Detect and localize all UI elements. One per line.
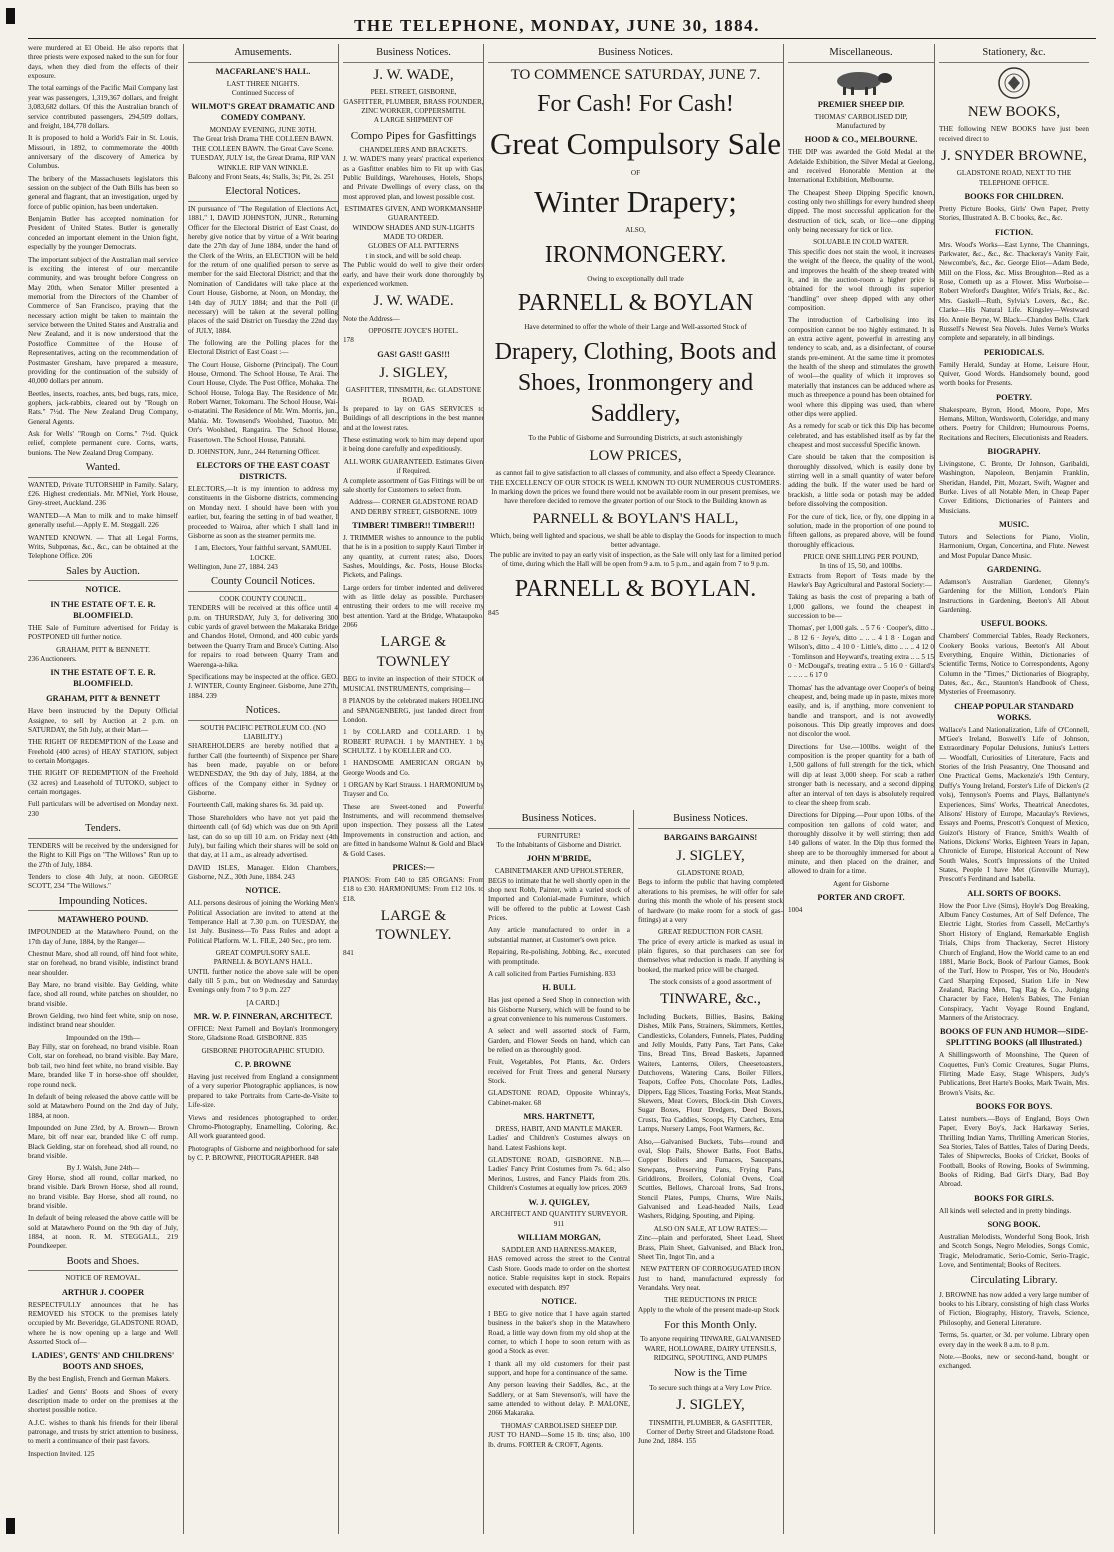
centered-line: NOTICE OF REMOVAL.: [65, 1274, 141, 1283]
paragraph: Ask for Wells' "Rough on Corns." 7½d. Quick relief, complete permanent cure. Corns, warts, bunions. The New Zealand Drug Company.: [28, 430, 178, 457]
centered-line: SOLUABLE IN COLD WATER.: [813, 238, 909, 247]
paragraph: TENDERS will be received at this office until 4 p.m. on THURSDAY, July 3, for delivering 300 cubic yards of gravel between the Makaraka Bridge and Chandos Hotel, Ormond, and 400 cubic yards between the Quarry Tram and Bruce's Cutting. Also for repairs to road between Quarry Tram and Waerenga-a-hika.: [188, 604, 338, 669]
centered-line: Address— CORNER GLADSTONE ROAD AND DERBY STREET, GISBORNE. 1009: [349, 498, 478, 516]
section-heading: Amusements.: [188, 46, 338, 63]
subheading: C. P. BROWNE: [234, 1060, 292, 1070]
paragraph: TENDERS will be received by the undersigned for the Right to Kill Pigs on "The Willows" Run up to the 27th of July, 1884.: [28, 841, 178, 869]
parnell-boylan-advert: [483, 44, 783, 804]
paragraph: were murdered at El Obeid. He also reports that three priests were exposed naked to the sun for four days, when they died from the effects of their exposure.: [28, 44, 178, 81]
paragraph: Taking as basis the cost of preparing a bath of 1,000 gallons, we found the cheapest in succession to be—: [788, 593, 934, 621]
paragraph: By the best English, French and German Makers.: [28, 1375, 170, 1384]
centered-line: WINDOW SHADES AND SUN-LIGHTS MADE TO ORDER.: [352, 223, 475, 242]
display-line: Now is the Time: [673, 1367, 748, 1380]
centered-line: GLADSTONE ROAD,: [677, 869, 744, 878]
display-line: For this Month Only.: [664, 1319, 757, 1332]
section-heading: Stationery, &c.: [939, 46, 1089, 63]
paragraph: The total earnings of the Pacific Mail Company last year was passengers, 1,319,367 dollars, and freight 3,083,682 dollars. Of this the Australian branch of service contributed passengers, 294,509 dollars, and freight, 184,778 dollars.: [28, 84, 178, 130]
paragraph: 845: [488, 608, 499, 617]
centered-line: PEEL STREET, GISBORNE,: [370, 88, 457, 97]
centered-line: Owing to exceptionally dull trade: [587, 274, 684, 283]
paragraph: BEG to invite an inspection of their STOCK of MUSICAL INSTRUMENTS, comprising—: [343, 675, 484, 693]
paragraph: Also,—Galvanised Buckets, Tubs—round and oval, Slop Pails, Shower Baths, Foot Baths, Copper Boilers and Furnaces, Saucepans, Stewpans, Preserving Pans, Frying Pans, Griddirons, Broilers, Colonial Ovens, Coal Scuttles, Bellows, Charcoal Irons, Sad Irons, Stencil Plates, Pumps, Churns, Wire Nails, Galvanised and Lead-headed Nails, Lead Washers, Ridging, Spouting, and Piping.: [638, 1137, 783, 1221]
paragraph: Terms, 5s. quarter, or 3d. per volume. Library open every day in the week 8 a.m. to 8 p.m.: [939, 1331, 1089, 1349]
column-business-wade: [338, 44, 484, 1534]
centered-line: ALSO,: [625, 226, 646, 235]
seal-icon: [997, 66, 1031, 100]
centered-line: GASFITTER, PLUMBER, BRASS FOUNDER, ZINC WORKER, COPPERSMITH.: [343, 97, 484, 115]
paragraph: Balcony and Front Seats, 4s; Stalls, 3s; Pit, 2s. 251: [188, 172, 335, 181]
paragraph: Ladies' and Children's Costumes always on hand. Latest Fashions kept.: [488, 1134, 630, 1152]
paragraph: Note.—Books, new or second-hand, bought or exchanged.: [939, 1352, 1089, 1371]
paragraph: Is prepared to lay on GAS SERVICES to Buildings of all descriptions in the best manner and at the lowest rates.: [343, 404, 484, 432]
centered-line: Impounded on the 19th—: [65, 1033, 141, 1042]
centered-line: A LARGE SHIPMENT OF: [373, 116, 454, 125]
display-line: LARGE & TOWNLEY.: [375, 907, 452, 944]
subheading: W. J. QUIGLEY,: [528, 1197, 590, 1207]
display-line: LOW PRICES,: [589, 447, 682, 464]
paragraph: PIANOS: From £40 to £85 ORGANS: From £18 to £30. HARMONIUMS: From £12 10s. to £18.: [343, 875, 484, 903]
subheading: WILLIAM MORGAN,: [517, 1233, 601, 1243]
centered-line: To the Inhabitants of Gisborne and District.: [496, 841, 622, 849]
paragraph: D. JOHNSTON, Junr., 244 Returning Officer.: [188, 447, 320, 456]
subheading: ALL SORTS OF BOOKS.: [967, 888, 1061, 898]
subheading: JOHN M'BRIDE,: [526, 854, 592, 864]
paragraph: Australian Melodists, Wonderful Song Book, Irish and Scotch Songs, Negro Melodies, Songs Comic, Tragic, Melodramatic, Serio-Comic, Serio-Tragic, Love, and Sentimental; Books of Reciters.: [939, 1233, 1089, 1270]
centered-line: MONDAY EVENING, JUNE 30TH.: [209, 126, 317, 135]
paragraph: Those Shareholders who have not yet paid the thirteenth call (of 6d) which was due on 9th April last, can do so up till 10 a.m. on Friday next (4th July), but failing which their shares will be sold on that day, at 11 a.m., as already advertised.: [188, 813, 338, 860]
section-heading: Impounding Notices.: [28, 895, 178, 912]
paragraph: Shakespeare, Byron, Hood, Moore, Pope, Mrs Hemans, Milton, Wordsworth, Coleridge, and many others. Poetry for Children; Humourous Poems, Recitations and Reciters, Elecutionists and Readers.: [939, 405, 1089, 442]
centered-line: Which, being well lighted and spacious, we shall be able to display the Goods for inspection to much better advantage.: [490, 532, 781, 550]
subheading: SONG BOOK.: [987, 1220, 1041, 1230]
paragraph: 841: [343, 948, 354, 957]
subheading: WILMOT'S GREAT DRAMATIC AND COMEDY COMPANY.: [191, 102, 335, 123]
centered-line: PRICE ONE SHILLING PER POUND,: [803, 552, 919, 561]
subheading: GAS! GAS!! GAS!!!: [377, 349, 450, 359]
paragraph: Bay Filly, star on forehead, no brand visible. Roan Colt, star on forehead, no brand visible. Bay Mare, bob tail, two hind feet white, no brand visible. Bay Mare, branded like T in horse-shoe off shoulder, rope round neck.: [28, 1043, 178, 1089]
paragraph: Pretty Picture Books, Girls' Own Paper, Pretty Stories, Illustrated A. B. C books, &c., &c.: [939, 205, 1089, 223]
display-line: J. W. WADE.: [373, 293, 454, 310]
section-heading: Wanted.: [28, 461, 178, 478]
paragraph: This specific does not stain the wool, it increases the weight of the fleece, the quality of the wool, and improves the health of the sheep treated with it, and in the auction-room a higher price is obtained for the wool through its superior "handling" over sheep dipped with any other composition.: [788, 247, 934, 312]
subheading: BIOGRAPHY.: [987, 446, 1041, 456]
centered-line: THOMAS' CARBOLISED DIP,: [814, 112, 908, 121]
display-line: J. W. WADE,: [373, 66, 454, 83]
centered-line: GLOBES OF ALL PATTERNS: [368, 242, 459, 251]
subheading: USEFUL BOOKS.: [980, 619, 1048, 629]
centered-line: I am, Electors, Your faithful servant, SAMUEL LOCKE.: [194, 544, 332, 562]
subheading: MUSIC.: [998, 520, 1029, 530]
sheep-icon: [825, 66, 897, 96]
subheading: ELECTORS OF THE EAST COAST DISTRICTS.: [196, 461, 330, 482]
paragraph: UNTIL further notice the above sale will be open daily till 5 p.m., but on Wednesday and Saturday Evenings only from 7 to 9 p.m. 227: [188, 967, 338, 995]
paragraph: 1 by COLLARD and COLLARD. 1 by ROBERT RUPACH. 1 by MANTHEY. 1 by SCHULTZ. 1 by KOELLER and CO.: [343, 728, 484, 755]
section-heading: County Council Notices.: [188, 575, 338, 592]
section-heading: Business Notices.: [638, 812, 783, 829]
display-line: NEW BOOKS,: [967, 103, 1061, 120]
display-line: TO COMMENCE SATURDAY, JUNE 7.: [510, 66, 761, 83]
section-heading: Business Notices.: [343, 46, 484, 63]
centered-line: CABINETMAKER AND UPHOLSTERER,: [494, 867, 624, 876]
paragraph: June 2nd, 1884. 155: [638, 1437, 697, 1446]
subheading: FICTION.: [995, 227, 1033, 237]
paragraph: 178: [343, 336, 354, 345]
column-stationery: [934, 44, 1089, 1534]
paragraph: ELECTORS,—It is my intention to address my constituents in the Gisborne districts, commencing on Monday next. I should have been with you earlier, but, fearing the setting in of bad weather, I proceeded to Wairoa, after which I shall land in Gisborne as soon as the steamer permits me.: [188, 485, 338, 540]
paragraph: These are Sweet-toned and Powerful Instruments, and will recommend themselves upon inspection. They possess all the Latest Improvements in construction and action, and are fitted in handsome Walnut & Gold and Black & Gold Cases.: [343, 802, 484, 858]
paragraph: BEGS to intimate that he well shortly open in the shop next Robb, Painter, with a varied stock of Imported and Colonial-made Furniture, which will be offered to the public at Lowest Cash Prices.: [488, 876, 630, 923]
centered-line: In tins of 15, 50, and 100lbs.: [819, 562, 903, 571]
subheading: PREMIER SHEEP DIP.: [817, 99, 905, 109]
paragraph: Zinc—plain and perforated, Sheet Lead, Sheet Brass, Plain Sheet, Galvanised, and Black Iron, Sheet Tin, Ingot Tin, and a: [638, 1234, 783, 1261]
display-line: LARGE & TOWNLEY: [376, 634, 451, 670]
column-news: [28, 44, 178, 1534]
paragraph: SHAREHOLDERS are hereby notified that a further Call (the fourteenth) of Sixpence per Share has been made, payable on or before WEDNESDAY, the 9th day of July, 1884, at the offices of the Company either in Sydney or Gisborne.: [188, 742, 338, 798]
centered-line: GASFITTER, TINSMITH, &c. GLADSTONE ROAD.: [345, 386, 482, 404]
subheading: BOOKS FOR CHILDREN.: [964, 192, 1064, 202]
centered-line: To anyone requiring TINWARE, GALVANISED WARE, HOLLOWARE, DAIRY UTENSILS, RIDGING, SPOUTING, AND PUMPS: [640, 1335, 781, 1363]
paragraph: Specifications may be inspected at the office. GEO. J. WINTER, County Engineer. Gisborne, June 27th, 1884. 239: [188, 672, 338, 700]
paragraph: I BEG to give notice that I have again started business in the baker's shop in the Matawhero Road, a little way down from my old shop at the corner, to which I hope to soon return with as good a Stock as ever.: [488, 1309, 630, 1356]
display-line: TINWARE, &c.,: [660, 991, 761, 1008]
paragraph: THE DIP was awarded the Gold Medal at the Adelaide Exhibition, the Silver Medal at Geelong, and received Honorable Mention at the International Exhibition, Melbourne.: [788, 148, 934, 185]
subheading: MACFARLANE'S HALL.: [215, 66, 311, 76]
subheading: NOTICE.: [85, 585, 121, 595]
centered-line: Continued Success of: [231, 88, 295, 97]
paragraph: DAVID ISLES, Manager. Eldon Chambers, Gisborne, N.Z., 30th June, 1884. 243: [188, 863, 338, 881]
paragraph: THE following NEW BOOKS have just been received direct to: [939, 125, 1089, 143]
centered-line: GLADSTONE ROAD, NEXT TO THE TELEPHONE OFFICE.: [956, 169, 1072, 187]
paragraph: Apply to the whole of the present made-up Stock: [638, 1305, 780, 1314]
subheading: BOOKS FOR GIRLS.: [974, 1193, 1054, 1203]
subheading: MATAWHERO POUND.: [57, 915, 149, 925]
centered-line: OF: [630, 168, 641, 177]
paragraph: THE RIGHT OF REDEMPTION of the Lease and Freehold (400 acres) of HEAY STATION, subject to certain Mortgages.: [28, 738, 178, 766]
centered-line: The stock consists of a good assortment of: [649, 978, 772, 987]
centered-line: THE EXCELLENCY OF OUR STOCK IS WELL KNOWN TO OUR NUMEROUS CUSTOMERS.: [489, 478, 782, 487]
centered-line: FURNITURE!: [537, 831, 581, 840]
paragraph: Note the Address—: [343, 314, 400, 323]
paragraph: The important subject of the Australian mail service is exciting the interest of our mercantile community, and was brought before Congress on May 20th, when Senator Miller presented a memorial from the Directors of the Chamber of Commerce of San Francisco, praying that the necessary action might be taken to maintain the service between the United States and Australia and New Zealand, and it is now understood that the Postoffice Committee of the House of Representatives, acting on the recommendation of Postmaster Gresham, have prepared a measure, providing for the continuation of the subsidy of 40,000 dollars per annum.: [28, 255, 178, 386]
subheading: TIMBER! TIMBER!! TIMBER!!!: [352, 520, 475, 530]
subheading: PRICES:—: [392, 862, 435, 872]
centered-line: LAST THREE NIGHTS.: [226, 79, 300, 88]
paragraph: Directions for Dipping.—Pour upon 10lbs. of the composition ten gallons of cold water, and thoroughly dissolve it by well stirring; then add 140 gallons of water. In the Dip thus formed the sheep are to be thoroughly immersed for about a minute, and then placed on the drainer, and allowed to drain for a time.: [788, 811, 934, 876]
display-headline: For Cash! For Cash!: [537, 91, 734, 118]
display-headline: PARNELL & BOYLAN.: [514, 575, 757, 602]
display-headline: Great Compulsory Sale: [489, 126, 781, 162]
paragraph: J. BROWNE has now added a very large number of books to his Library, consisting of high class Works of Fiction, Biography, History, Travels, Science, Philosophy, and General Literature.: [939, 1290, 1089, 1327]
paragraph: Tenders to close 4th July, at noon. GEORGE SCOTT, 234 "The Willows.": [28, 872, 178, 891]
paragraph: Wellington, June 27, 1884. 243: [188, 562, 278, 571]
binding-hole-bottom: [6, 1518, 15, 1534]
paragraph: Views and residences photographed to order. Chromo-Photography, Enamelling, Coloring, &c. All work guaranteed good.: [188, 1113, 338, 1141]
paragraph: Thomas', per 1,000 gals. .. 5 7 6 · Cooper's, ditto .. .. 8 12 6 · Jeye's, ditto .. .. .. 4 1 8 · Logan and Wilson's, ditto .. 4 10 0 · Little's, ditto .. .. .. 4 12 0 · Tomlinson and Heyward's, treating extra .. .. 5 15 0 · McDougal's, treating extra .. 5 16 0 · Gillard's .. .. .. .. 6 17 0: [788, 624, 934, 680]
section-heading: Business Notices.: [488, 812, 630, 829]
subheading: BARGAINS BARGAINS!: [663, 832, 758, 842]
paragraph: Including Buckets, Billies, Basins, Baking Dishes, Milk Pans, Strainers, Skimmers, Kettles, Candlesticks, Colanders, Funnels, Plates, Pudding and Jelly Moulds, Patty Pans, Tart Pans, Cake Tins, Bread Tins, Bread Baskets, Japanned Waiters, Lanterns, Oilers, Cheesetoasters, Dutchovens, Watering Cans, Boiler Fillers, Teapots, Coffee Pots, Chocolate Pots, Ladles, Dippers, Egg Slices, Toasting Forks, Meat Stands, Skewers, Meat Covers, Block-tin Dish Covers, Sugar Boxes, Flour Dredgers, Deed Boxes, Crusts, Tea Caddies, Scoops, Fly Catchers, Etna Lamps, Nursery Lamps, Foot Warmers, &c.: [638, 1012, 783, 1134]
paragraph: Large orders for timber indented and delivered with as little delay as possible. Purchasers entrusting their orders to me will receive my best attention. Yard at the Bridge, Whataupoko. 2066: [343, 583, 484, 630]
paragraph: The Cheapest Sheep Dipping Specific known, costing only two shillings for every hundred sheep dipped. The most successful application for the destruction of tick, scab, or lice—one dipping only being necessary for tick or lice.: [788, 188, 934, 235]
masthead-rule: [28, 38, 1096, 39]
paragraph: Directions for Use.—100lbs. weight of the composition is the proper quantity for a bath of 1,500 gallons of full strength for the tick, which will dip at least 3,000 sheep. For scab a rather stronger bath is necessary, and a second dipping after an interval of ten days is absolutely required to clear the sheep from scab.: [788, 742, 934, 807]
paragraph: A.J.C. wishes to thank his friends for their liberal patronage, and trusts by strict attention to business, to merit a continuance of their past favors.: [28, 1418, 178, 1446]
centered-line: t in stock, and will be sold cheap.: [365, 251, 462, 260]
centered-line: ARCHITECT AND QUANTITY SURVEYOR. 911: [490, 1210, 628, 1228]
display-line: Circulating Library.: [970, 1274, 1058, 1287]
display-line: PARNELL & BOYLAN'S HALL,: [532, 510, 739, 527]
section-heading: Electoral Notices.: [188, 185, 338, 202]
paragraph: Tutors and Selections for Piano, Violin, Harmonium, Organ, Concertina, and Flute. Newest and Most Popular Dance Music.: [939, 532, 1089, 560]
paragraph: OFFICE: Next Parnell and Boylan's Ironmongery Store, Gladstone Road. GISBORNE. 835: [188, 1025, 338, 1043]
paragraph: The Court House, Gisborne (Principal). The Court House, Ormond. The School House, Te Arai. The Court House, Clyde. The Post Office, Mohaka. The School House, Tologa Bay. The Residence of Mr. Robert Warner, Tokomaru. The School House, Wai-o-matatini. The Residence of Mr. Wm. Morris, jun., Mahia. Mr. Townsend's Woolshed, Tuaotuo. Mr. Orr's Woolshed, Rangatira. The School House, Frasertown. The School House, Patutahi.: [188, 360, 338, 444]
display-headline: Drapery, Clothing, Boots and Shoes, Ironmongery and Saddlery,: [494, 338, 777, 428]
paragraph: WANTED KNOWN. — That all Legal Forms, Writs, Subpœnas, &c., &c., can be obtained at the Telephone Office. 206: [28, 533, 178, 561]
paragraph: IN pursuance of "The Regulation of Elections Act, 1881," I, DAVID JOHNSTON, JUNR., Returning Officer for the Electoral District of East Coast, do hereby give notice that by virtue of a Writ bearing date the 27th day of June 1884, under the hand of the Clerk of the Writs, an ELECTION will be held for the return of one qualified person to serve as member for the said Electoral District; and that the Nomination of Candidates will take place at the Court House, Gisborne, at Noon, on Monday, the 14th day of JULY 1884; and that the Poll (if necessary) will be taken at the several polling places of the said District on Tuesday the 22nd day of JULY, 1884.: [188, 204, 338, 335]
paragraph: Any article manufactured to order in a substantial manner, at Customer's own price.: [488, 926, 630, 944]
paragraph: The price of every article is marked as usual in plain figures, so that purchasers can see for themselves what reduction is made. If anything is booked, the marked price will be charged.: [638, 937, 783, 974]
paragraph: Care should be taken that the composition is thoroughly dissolved, which is easily done by stirring well in a small quantity of water before adding the bulk. If the water used be hard or brackish, a little soda or potash may be added before dissolving the composition.: [788, 453, 934, 509]
paragraph: GLADSTONE ROAD, Opposite Whinray's, Cabinet-maker. 68: [488, 1089, 630, 1107]
display-line: J. SIGLEY,: [379, 364, 448, 381]
paragraph: Bay Mare, no brand visible. Bay Gelding, white face, shod all round, white patches on shoulder, no brand visible.: [28, 980, 178, 1008]
centered-line: ALSO ON SALE, AT LOW RATES:—: [653, 1224, 768, 1233]
display-headline: Winter Drapery;: [534, 183, 737, 219]
paragraph: GLADSTONE ROAD, GISBORNE. N.B.—Ladies' Fancy Print Costumes from 7s. 6d.; also Merinos, Lustres, and Fancy Plaids from 20s. Children's Costumes at equally low prices. 2069: [488, 1156, 630, 1193]
centered-line: OPPOSITE JOYCE'S HOTEL.: [368, 327, 459, 336]
paragraph: Begs to inform the public that having completed alterations to his premises, he will offer for sale during this month the whole of his present stock of hardware (to make room for a stock of gas-fittings) at a very: [638, 878, 783, 924]
paragraph: 8 PIANOS by the celebrated makers HOELING and SPANGENBERG, just landed direct from London.: [343, 697, 484, 724]
paragraph: Having just received from England a consignment of a very superior Photographic appliances, is now prepared to take Portraits from Carte-de-Visite to Life-size.: [188, 1073, 338, 1110]
paragraph: HAS removed across the street to the Central Cash Store. Goods made to order on the shortest notice. Stable requisites kept in stock. Repairs executed with despatch. 897: [488, 1255, 630, 1292]
paragraph: IMPOUNDED at the Matawhero Pound, on the 17th day of June, 1884, by the Ranger—: [28, 928, 178, 946]
display-line: J. SIGLEY,: [676, 847, 745, 864]
section-heading: Notices.: [188, 704, 338, 721]
paragraph: 1 ORGAN by Karl Strauss. 1 HARMONIUM by Trayser and Co.: [343, 781, 484, 799]
display-headline: PARNELL & BOYLAN: [517, 290, 754, 317]
paragraph: These estimating work to him may depend upon it being done carefully and expeditiously.: [343, 436, 484, 454]
subheading: GRAHAM, PITT & BENNETT: [46, 694, 160, 704]
section-heading: Business Notices.: [488, 46, 783, 63]
subheading: BOOKS OF FUN AND HUMOR—SIDE-SPLITTING BOOKS (all Illustrated.): [939, 1027, 1089, 1048]
paragraph: Has just opened a Seed Shop in connection with his Gisborne Nursery, which will be found to be a great convenience to his numerous Customers.: [488, 996, 630, 1023]
subheading: NOTICE.: [541, 1296, 577, 1306]
subheading: IN THE ESTATE OF T. E. R. BLOOMFIELD.: [50, 600, 156, 621]
paragraph: A complete assortment of Gas Fittings will be on sale shortly for Customers to select from.: [343, 476, 484, 494]
centered-line: The Great Irish Drama THE COLLEEN BAWN. THE COLLEEN BAWN. The Great Cave Scene.: [192, 135, 334, 153]
paragraph: I thank all my old customers for their past support, and hope for a continuance of the same.: [488, 1359, 630, 1377]
paragraph: Beetles, insects, roaches, ants, bed bugs, rats, mice, gophers, jack-rabbits, cleared out by "Rough on Rats." 7½d. The New Zealand Drug Company, General Agents.: [28, 389, 178, 426]
centered-line: In marking down the prices we found there would not be available room in our present premises, we have therefore decided to remove the greater portion of our Stock to the Building known as: [491, 487, 780, 506]
centered-line: SADDLER AND HARNESS-MAKER,: [501, 1246, 617, 1255]
paragraph: Repairing, Re-polishing, Jobbing, &c., executed with promptitude.: [488, 948, 630, 966]
subheading: MRS. HARTNETT,: [523, 1112, 595, 1122]
paragraph: Fruit, Vegetables, Pot Plants, &c. Orders received for Fruit Trees and general Nursery Stock.: [488, 1058, 630, 1086]
centered-line: GREAT COMPULSORY SALE.: [215, 949, 311, 958]
paragraph: The following are the Polling places for the Electoral District of East Coast :—: [188, 338, 338, 357]
centered-line: Agent for Gisborne: [833, 879, 889, 888]
subheading: BOOKS FOR BOYS.: [975, 1102, 1053, 1112]
paragraph: Have been instructed by the Deputy Official Assignee, to sell by Auction at 2 p.m. on SATURDAY, the 5th July, at their Mart—: [28, 707, 178, 734]
centered-line: THE REDUCTIONS IN PRICE: [664, 1296, 757, 1305]
paragraph: Just to hand, manufactured expressly for Verandahs. Very neat.: [638, 1274, 783, 1292]
centered-line: [A CARD.]: [246, 998, 280, 1007]
centered-line: GISBORNE PHOTOGRAPHIC STUDIO.: [201, 1046, 325, 1055]
paragraph: 236 Auctioneers.: [28, 655, 77, 664]
subheading: ARTHUR J. COOPER: [61, 1287, 145, 1297]
section-heading: Sales by Auction.: [28, 565, 178, 582]
masthead: THE TELEPHONE, MONDAY, JUNE 30, 1884.: [354, 16, 760, 35]
paragraph: Adamson's Australian Gardener, Glenny's Gardening for the Million, London's Plain Instructions in Gardening, Beeton's All About Gardening.: [939, 577, 1089, 615]
paragraph: J. W. WADE'S many years' practical experience as a Gasfitter enables him to Fit up with Gas, Public Buildings, Warehouses, Hotels, Shops, and Private Dwellings of every class, on the most approved plan, and lowest possible cost.: [343, 155, 484, 201]
subheading: H. BULL: [542, 983, 576, 993]
centered-line: SOUTH PACIFIC PETROLEUM CO. (NO LIABILITY.): [200, 723, 326, 741]
display-line: J. SIGLEY,: [676, 1397, 745, 1414]
subheading: LADIES', GENTS' AND CHILDRENS' BOOTS AND SHOES,: [31, 1351, 175, 1372]
centered-line: CHANDELIERS AND BRACKETS.: [359, 145, 468, 154]
centered-line: Manufactured by: [836, 121, 886, 130]
paragraph: Ladies' and Gents' Boots and Shoes of every description made to order on the premises at the shortest possible notice.: [28, 1387, 178, 1415]
paragraph: Grey Horse, shod all round, collar marked, no brand visible. Dark Brown Horse, shod all round, no brand visible. Bay Horse, shod all round, no brand visible.: [28, 1173, 178, 1210]
centered-line: ESTIMATES GIVEN, AND WORKMANSHIP GUARANTEED.: [344, 205, 483, 223]
paragraph: ALL persons desirous of joining the Working Men's Political Association are invited to attend at the Temperance Hall at 7.30 p.m. on TUESDAY, the 1st July. Business—To Pass Rules and adopt a Political Platform. W. L. FILE, 240 Sec., pro tem.: [188, 899, 338, 945]
display-headline: IRONMONGERY.: [544, 241, 727, 268]
paragraph: A select and well assorted stock of Farm, Garden, and Flower Seeds on hand, which can be relied on as thoroughly good.: [488, 1027, 630, 1054]
paragraph: WANTED, Private TUTORSHIP in Family. Salary, £26. Highest credentials. Mr. M'Niel, York House, Grey-street, Auckland. 236: [28, 480, 178, 508]
centered-line: The public are invited to pay an early visit of inspection, as the Sale will only last for a limited period of time, during which the Hall will be open from 9 a.m. to 5 p.m., and again from 7 to 9 p.m.: [489, 550, 782, 569]
subheading: NOTICE.: [245, 886, 281, 896]
subheading: PORTER AND CROFT.: [817, 893, 905, 903]
paragraph: Chambers' Commercial Tables, Ready Reckoners, Cookery Books various, Beeton's All About Everything, Enquire Within, Dictionaries of Scientific Terms, Notice to Correspondents, Agony Column in the "Times," Dictionaries of Biography, Dates, &c., &c., Staunton's Handbook of Chess, Mysteries of Freemasonry.: [939, 632, 1089, 697]
subheading: POETRY.: [996, 392, 1032, 402]
display-line: J. SNYDER BROWNE,: [941, 147, 1087, 164]
section-heading: Miscellaneous.: [788, 46, 934, 63]
centered-line: TUESDAY, JULY 1st, the Great Drama, RIP VAN WINKLE. RIP VAN WINKLE.: [190, 154, 336, 172]
paragraph: J. TRIMMER wishes to announce to the public that he is in a position to supply Kauri Timber in any quantity, at current rates; also, Doors, Sashes, Mouldings, &c. Posts, House Blocks, Pickets, and Palings.: [343, 533, 484, 580]
paragraph: Family Herald, Sunday at Home, Leisure Hour, Quiver, Good Words. Handsomely bound, good worth books for Presents.: [939, 360, 1089, 388]
paragraph: Mrs. Wood's Works—East Lynne, The Channings, Parkwater, &c., &c., &c. Thackeray's Vanity Fair, Newcombe's, &c., &c. George Eliot—Adam Bede, Mill on the Floss, &c. Miss Broughton—Red as a Rose, Cometh up as a Flower. Miss Worboise—Robert Wreford's Daughter, Wife's Trials, &c., &c. Mrs. Gaskell—Ruth, Sylvia's Lovers, &c., &c. Clarke—His Natural Life. Kingsley—Westward Ho. Annie Beyne, W. Black—Chandos Bells. Clark Russell's Newest Sea Novels. Jules Verne's Works complete and separately, in all bindings.: [939, 240, 1089, 343]
subheading: PERIODICALS.: [983, 347, 1045, 357]
paragraph: Chestnut Mare, shod all round, off hind foot white, star on forehead, no brand visible, indistinct brand near shoulder.: [28, 949, 178, 977]
centered-line: Have determined to offer the whole of their Large and Well-assorted Stock of: [524, 323, 747, 332]
subheading: HOOD & CO., MELBOURNE.: [804, 135, 918, 145]
paragraph: 1 HANDSOME AMERICAN ORGAN by George Woods and Co.: [343, 759, 484, 777]
paragraph: As a remedy for scab or tick this Dip has become celebrated, and has established itself as by far the cheapest and most successful Specific known.: [788, 422, 934, 449]
centered-line: DRESS, HABIT, AND MANTLE MAKER.: [495, 1125, 623, 1134]
paragraph: All kinds well selected and in pretty bindings.: [939, 1206, 1072, 1215]
paragraph: 1004: [788, 906, 803, 915]
paragraph: The bribery of the Massachusets legislators this session on the subject of the Oath Bills has been so general and flagrant, that an investigation, urged by force of public opinion, has been undertaken.: [28, 174, 178, 211]
paragraph: JUST TO HAND—Some 15 lb. tins; also, 100 lb. drums. FORTER & CROFT, Agents.: [488, 1431, 630, 1449]
centered-line: TINSMITH, PLUMBER, & GASFITTER, Corner of Derby Street and Gladstone Road.: [646, 1418, 775, 1436]
paragraph: WANTED—A Man to milk and to make himself generally useful.—Apply E. M. Steggall. 226: [28, 511, 178, 530]
paragraph: Latest numbers.—Boys of England, Boys Own Paper, Every Boy's, Jack Harkaway Series, Thrilling Indian Yarns, Thrilling American Stories, Sea Stories, Tales of Battles, Tales of Daring Deeds, Tales of Shipwrecks, Books of Cricket, Books of Football, Books of Rowing, Books of Swimming, Books of Riding, Bad Girl's Diary, Bad Boy Abroad.: [939, 1114, 1089, 1189]
paragraph: A Shillingsworth of Moonshine, The Queen of Coquettes, Fun's Comic Creatures, Sugar Plums, Flirting Made Easy, Stage Whispers, Judy's Publications, Bret Harte's Books, Mark Twain, Mrs. Brown's Visits, &c.: [939, 1051, 1089, 1097]
centered-line: By J. Walsh, June 24th—: [66, 1164, 140, 1173]
centered-line: GRAHAM, PITT & BENNETT.: [56, 645, 150, 654]
section-heading: Boots and Shoes.: [28, 1255, 178, 1272]
paragraph: How the Poor Live (Sims), Hoyle's Dog Breaking, Album Fancy Costumes, Art of Self Defence, The Electric Light, Stories from Cassell, McCarthy's Short History of England, Remarkable English Trials, Chips from Thackeray, Secret History Church of England, How the World came to an end 1881, Marie Bock, Book of Parlour Games, Book of the Turf, How to Prosper, Yes or No, Houden's Card Sharping Exposed, Station Life in New Zealand, Racing Men, Tag Rag & Co., Judging Character by Face, Helen's Babies, The Fenian Conspiracy, Yacht Voyage Round England, Manners of the Aristocracy.: [939, 901, 1089, 1023]
paragraph: THE RIGHT OF REDEMPTION of the Freehold (32 acres) and Leasehold of TUTOKO, subject to certain mortgages.: [28, 769, 178, 797]
paragraph: The introduction of Carbolising into its composition cannot be too highly estimated. It is an extra active agent, powerful in arresting any tendency to scab, and, as a disinfectant, of course stands pre-eminent. At the same time it promotes the health of the sheep and stimulates the growth of wool—the quality of which it improves so materially that instances can be adduced where as much as threepence a pound has been obtained for wool where this dipping was used, than where other dips were applied.: [788, 316, 934, 418]
display-line: Compo Pipes for Gasfittings: [350, 129, 477, 142]
subheading: IN THE ESTATE OF T. E. R. BLOOMFIELD.: [50, 668, 156, 689]
subheading: CHEAP POPULAR STANDARD WORKS.: [954, 701, 1074, 722]
centered-line: COOK COUNTY COUNCIL.: [219, 594, 307, 603]
paragraph: THE Sale of Furniture advertised for Friday is POSTPONED till further notice.: [28, 624, 178, 642]
paragraph: Fourteenth Call, making shares 6s. 3d. paid up.: [188, 801, 324, 810]
paragraph: Impounded on June 23rd, by A. Brown— Brown Mare, bit off near ear, branded like C off rump. Black Gelding, star on forehead, shod all round, no brand visible.: [28, 1124, 178, 1161]
subheading: GARDENING.: [986, 565, 1042, 575]
centered-line: ALL WORK GUARANTEED. Estimates Given if Required.: [343, 457, 484, 476]
centered-line: THOMAS' CARBOLISED SHEEP DIP.: [500, 1421, 618, 1430]
section-heading: Tenders.: [28, 822, 178, 839]
paragraph: Livingstone, C. Bronte, Dr Johnson, Garibaldi, Washington, Napoleon, Benjamin Franklin, Sheridan, Handel, Pitt, Mozart, Swift, Wagner and Burke. Lives of all Notable Men, in Cheap Paper Cover Editions, Dictionaries of Painters and Musicians.: [939, 459, 1089, 515]
paragraph: In default of being released the above cattle will be sold at Matawhero Pound on the 9th day of July, 1884, at noon. R. M. STEGGALL, 219 Poundkeeper.: [28, 1214, 178, 1251]
centered-line: as cannot fail to give satisfaction to all classes of community, and also effect a Speedy Clearance.: [495, 469, 776, 478]
paragraph: For the cure of tick, lice, or fly, one dipping in a solution, made in the proportion of one pound to fifteen gallons, as prepared above, will be found thoroughly efficacious.: [788, 512, 934, 549]
paragraph: It is proposed to hold a World's Fair in St. Louis, Missouri, in 1892, to commemorate the 400th anniversary of the discovery of America by Columbus.: [28, 134, 178, 171]
centered-line: To the Public of Gisborne and Surrounding Districts, at such astonishingly: [528, 434, 743, 443]
paragraph: Extracts from Report of Tests made by the Hawke's Bay Agricultural and Pastoral Society:—: [788, 571, 934, 590]
paragraph: Full particulars will be advertised on Monday next. 230: [28, 800, 178, 818]
binding-hole-top: [6, 8, 15, 24]
paragraph: Photographs of Gisborne and neighborhood for sale by C. P. BROWNE, PHOTOGRAPHER. 848: [188, 1144, 338, 1162]
paragraph: Thomas' has the advantage over Cooper's of being cheapest, and, being made up in paste, mixes more easily, and is, if anything, more convenient to handle and transport, and is not avowedly poisonous. This Dip greatly improves and does not discolor the wool.: [788, 683, 934, 739]
paragraph: Inspection Invited. 125: [28, 1449, 95, 1458]
paragraph: A call solicited from Parties Furnishing. 833: [488, 969, 616, 978]
paragraph: The Public would do well to give their orders early, and have their work done thoroughly by experienced workmen.: [343, 261, 484, 288]
paragraph: Brown Gelding, two hind feet white, snip on nose, indistinct brand near shoulder.: [28, 1012, 178, 1030]
column-business-sigley: [633, 810, 783, 1534]
paragraph: Benjamin Butler has accepted nomination for President of United States. Butler is generally conceded an important element in the Union fight, especially by the younger Democrats.: [28, 215, 178, 252]
centered-line: To secure such things at a Very Low Price.: [649, 1383, 772, 1392]
paragraph: In default of being released the above cattle will be sold at Matawhero Pound on the 2nd day of July, 1884, at noon.: [28, 1092, 178, 1120]
centered-line: PARNELL & BOYLAN'S HALL.: [213, 958, 313, 967]
column-amusements: [183, 44, 338, 1534]
column-business-mcbride: [483, 810, 630, 1534]
centered-line: GREAT REDUCTION FOR CASH.: [658, 928, 763, 937]
column-miscellaneous: [783, 44, 934, 1534]
centered-line: NEW PATTERN OF CORROGUGATED IRON: [640, 1265, 781, 1274]
subheading: MR. W. P. FINNERAN, ARCHITECT.: [193, 1012, 333, 1022]
paragraph: Wallace's Land Nationalization, Life of O'Connell, M'Gee's Ireland, Boswell's Life of Johnson, Extraordinary Popular Delusions, Junius's Letters — Woodfall, Curiosities of Literature, Facts and Stories of the Irish Peasantry, One Thousand and One Practical Gems, Mackenzie's 19th Century, Duffy's Young Ireland, Forster's Life of Dicken's (2 vols), Tennyson's Poems and Plays, Ballantyne's Experiences, Sims' Works, Theatrical Anecdotes, Alisons' History of Europe, Macaulay's Reviews, Essays and Poems, Prescott's Conquest of Mexico, Guizot's History of France, Smith's Wealth of Nations, Dickens' Works, Eighteen Years in Japan, Chronicle of Europe, Historical Account of New South Wales, Scott's Impressions of the United States, People I have Met (Grenville Murray), Prescott's Ferdinand and Isabella.: [939, 725, 1089, 884]
paragraph: Any person leaving their Saddles, &c., at the Saddlery, or at Sam Stevenson's, will have the same attended to without delay. P. MALONE, 2066 Makaraka.: [488, 1381, 630, 1418]
paragraph: RESPECTFULLY announces that he has REMOVED his STOCK to the premises lately occupied by Mr. Beveridge, GLADSTONE ROAD, where he is now opening up a large and Well Assorted Stock of—: [28, 1300, 178, 1347]
